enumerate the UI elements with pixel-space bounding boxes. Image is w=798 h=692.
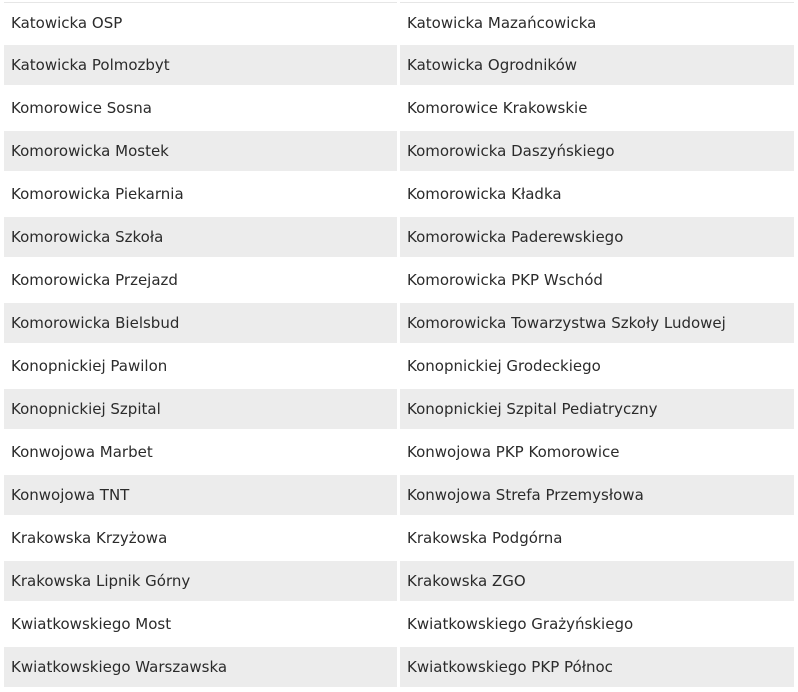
table-row: [4, 604, 794, 647]
table-cell: Katowicka Mazańcowicka: [400, 2, 794, 42]
table-cell: Krakowska Podgórna: [407, 529, 563, 547]
table-row: [4, 45, 794, 88]
table-cell: Komorowicka Daszyńskiego: [400, 131, 794, 171]
table-cell: Komorowice Krakowskie: [407, 99, 588, 117]
table-cell: Konwojowa PKP Komorowice: [407, 443, 620, 461]
table-cell: Komorowicka Towarzystwa Szkoły Ludowej: [400, 303, 794, 343]
table-row: [4, 174, 794, 217]
table-cell: Katowicka Polmozbyt: [4, 45, 397, 85]
table-row: [4, 303, 794, 346]
table-cell: Komorowicka Paderewskiego: [400, 217, 794, 257]
table-row: [4, 475, 794, 518]
table-cell: Kwiatkowskiego Grażyńskiego: [407, 615, 634, 633]
table-cell: Konopnickiej Pawilon: [11, 357, 168, 375]
table-cell: Konopnickiej Grodeckiego: [407, 357, 601, 375]
table-row: [4, 518, 794, 561]
table-row: [4, 2, 794, 45]
table-cell: Komorowicka Szkoła: [4, 217, 397, 257]
table-cell: Komorowicka Przejazd: [11, 271, 178, 289]
table-cell: Konwojowa Marbet: [11, 443, 153, 461]
table-row: [4, 647, 794, 690]
table-cell: Krakowska Krzyżowa: [11, 529, 168, 547]
table-cell: Kwiatkowskiego Warszawska: [4, 647, 397, 687]
table-cell: Komorowicka Piekarnia: [11, 185, 184, 203]
stops-table: [4, 2, 794, 690]
table-row: [4, 131, 794, 174]
table-cell: Komorowicka PKP Wschód: [407, 271, 603, 289]
table-cell: Komorowicka Bielsbud: [4, 303, 397, 343]
table-row: [4, 88, 794, 131]
table-cell: Krakowska Lipnik Górny: [4, 561, 397, 601]
table-cell: Konwojowa TNT: [4, 475, 397, 515]
table-cell: Krakowska ZGO: [400, 561, 794, 601]
table-cell: Katowicka Ogrodników: [400, 45, 794, 85]
table-cell: Komorowicka Mostek: [4, 131, 397, 171]
table-cell: Kwiatkowskiego Most: [11, 615, 172, 633]
table-cell: Komorowice Sosna: [11, 99, 152, 117]
table-cell: Konwojowa Strefa Przemysłowa: [400, 475, 794, 515]
table-row: [4, 389, 794, 432]
table-cell: Katowicka OSP: [4, 2, 397, 42]
table-row: [4, 260, 794, 303]
table-cell: Konopnickiej Szpital: [4, 389, 397, 429]
table-cell: Kwiatkowskiego PKP Północ: [400, 647, 794, 687]
table-row: [4, 432, 794, 475]
table-cell: Konopnickiej Szpital Pediatryczny: [400, 389, 794, 429]
table-row: [4, 217, 794, 260]
table-row: [4, 561, 794, 604]
table-row: [4, 346, 794, 389]
table-cell: Komorowicka Kładka: [407, 185, 562, 203]
